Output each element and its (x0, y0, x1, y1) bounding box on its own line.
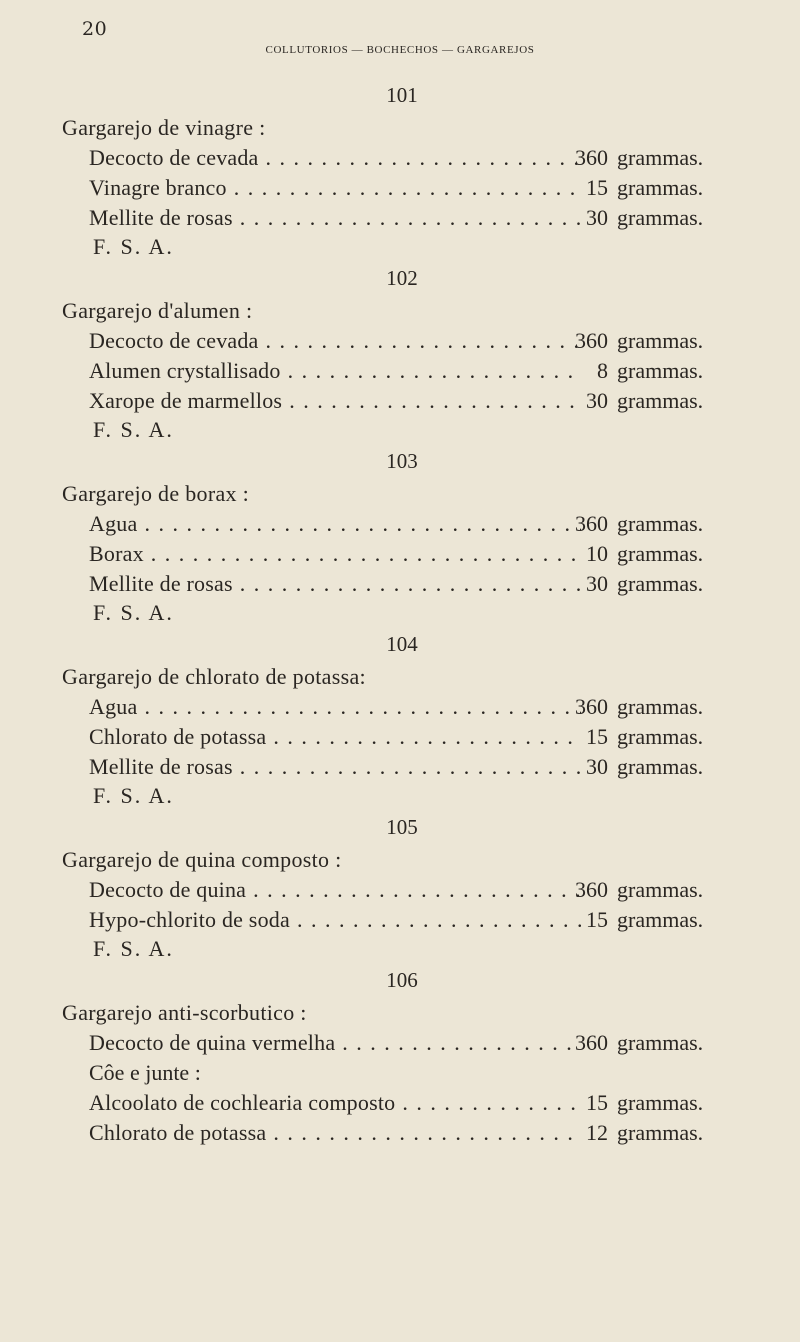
recipe-106 (62, 963, 762, 1148)
ingredient-line (62, 539, 762, 569)
ingredient-name: Chlorato de potassa . . . (89, 1118, 581, 1148)
ingredient-name: Mellite de rosas . . . (89, 569, 581, 599)
ingredient-qty: 360 (575, 511, 608, 536)
recipe-number: 104 (386, 632, 418, 656)
ingredient-line (62, 356, 762, 386)
recipe-number: 102 (386, 266, 418, 290)
recipe-102 (62, 261, 762, 444)
recipe-title: Gargarejo d'alumen : (62, 298, 253, 323)
ingredient-unit: grammas. (617, 175, 704, 200)
ingredient-line (62, 143, 762, 173)
running-head: COLLUTORIOS — BOCHECHOS — GARGAREJOS (265, 44, 535, 56)
ingredient-unit: grammas. (617, 724, 704, 749)
recipe-title: Gargarejo de quina composto : (62, 847, 342, 872)
page-number: 20 (82, 18, 108, 40)
ingredient-line (62, 173, 762, 203)
ingredient-unit: grammas. (617, 1090, 704, 1115)
ingredient-qty: 360 (575, 694, 608, 719)
ingredient-unit: grammas. (617, 541, 704, 566)
ingredient-name: Mellite de rosas . . . (89, 752, 581, 782)
recipe-number: 103 (386, 449, 418, 473)
recipe-title: Gargarejo de chlorato de potassa: (62, 664, 366, 689)
instruction-note: Côe e junte : (89, 1060, 201, 1085)
recipe-title: Gargarejo de vinagre : (62, 115, 266, 140)
ingredient-qty: 15 (586, 724, 608, 749)
recipe-title: Gargarejo de borax : (62, 481, 250, 506)
fsa-note: F. S. A. (93, 936, 174, 961)
ingredient-unit: grammas. (617, 694, 704, 719)
ingredient-name: Xarope de marmellos . . . (89, 386, 581, 416)
ingredient-name: Decocto de quina vermelha . . . (89, 1028, 581, 1058)
ingredient-unit: grammas. (617, 328, 704, 353)
ingredient-unit: grammas. (617, 1120, 704, 1145)
recipe-list (62, 78, 762, 1148)
recipe-title: Gargarejo anti-scorbutico : (62, 1000, 307, 1025)
ingredient-line (62, 386, 762, 416)
ingredient-line (62, 1088, 762, 1118)
ingredient-line (62, 509, 762, 539)
ingredient-name: Chlorato de potassa . . . (89, 722, 581, 752)
ingredient-line (62, 905, 762, 935)
ingredient-unit: grammas. (617, 205, 704, 230)
ingredient-line (62, 1118, 762, 1148)
ingredient-unit: grammas. (617, 388, 704, 413)
ingredient-qty: 8 (597, 358, 608, 383)
ingredient-name: Decocto de quina . . . (89, 875, 581, 905)
ingredient-qty: 30 (586, 571, 608, 596)
ingredient-name: Decocto de cevada . . . (89, 143, 581, 173)
ingredient-unit: grammas. (617, 754, 704, 779)
ingredient-qty: 30 (586, 388, 608, 413)
ingredient-line (62, 1028, 762, 1058)
ingredient-qty: 30 (586, 754, 608, 779)
ingredient-qty: 12 (586, 1120, 608, 1145)
ingredient-unit: grammas. (617, 877, 704, 902)
ingredient-unit: grammas. (617, 907, 704, 932)
fsa-note: F. S. A. (93, 234, 174, 259)
ingredient-name: Borax . . . (89, 539, 581, 569)
recipe-105 (62, 810, 762, 963)
fsa-note: F. S. A. (93, 600, 174, 625)
ingredient-qty: 360 (575, 877, 608, 902)
ingredient-line (62, 722, 762, 752)
ingredient-line (62, 569, 762, 599)
recipe-103 (62, 444, 762, 627)
ingredient-line (62, 203, 762, 233)
fsa-note: F. S. A. (93, 417, 174, 442)
ingredient-unit: grammas. (617, 145, 704, 170)
ingredient-unit: grammas. (617, 571, 704, 596)
fsa-note: F. S. A. (93, 783, 174, 808)
ingredient-unit: grammas. (617, 358, 704, 383)
ingredient-qty: 15 (586, 175, 608, 200)
recipe-number: 101 (386, 83, 418, 107)
ingredient-line (62, 752, 762, 782)
ingredient-line (62, 692, 762, 722)
ingredient-name: Alcoolato de cochlearia composto . . . (89, 1088, 581, 1118)
ingredient-unit: grammas. (617, 1030, 704, 1055)
recipe-104 (62, 627, 762, 810)
ingredient-name: Vinagre branco . . . (89, 173, 581, 203)
ingredient-name: Agua . . . (89, 509, 581, 539)
ingredient-unit: grammas. (617, 511, 704, 536)
recipe-number: 105 (386, 815, 418, 839)
ingredient-name: Alumen crystallisado . . . (89, 356, 581, 386)
ingredient-line (62, 326, 762, 356)
ingredient-qty: 360 (575, 328, 608, 353)
ingredient-qty: 360 (575, 1030, 608, 1055)
recipe-number: 106 (386, 968, 418, 992)
ingredient-name: Agua . . . (89, 692, 581, 722)
ingredient-qty: 15 (586, 1090, 608, 1115)
ingredient-name: Decocto de cevada . . . (89, 326, 581, 356)
ingredient-qty: 10 (586, 541, 608, 566)
ingredient-qty: 30 (586, 205, 608, 230)
ingredient-qty: 15 (586, 907, 608, 932)
ingredient-qty: 360 (575, 145, 608, 170)
ingredient-line (62, 875, 762, 905)
ingredient-name: Mellite de rosas . . . (89, 203, 581, 233)
ingredient-name: Hypo-chlorito de soda . . . (89, 905, 581, 935)
recipe-101 (62, 78, 762, 261)
